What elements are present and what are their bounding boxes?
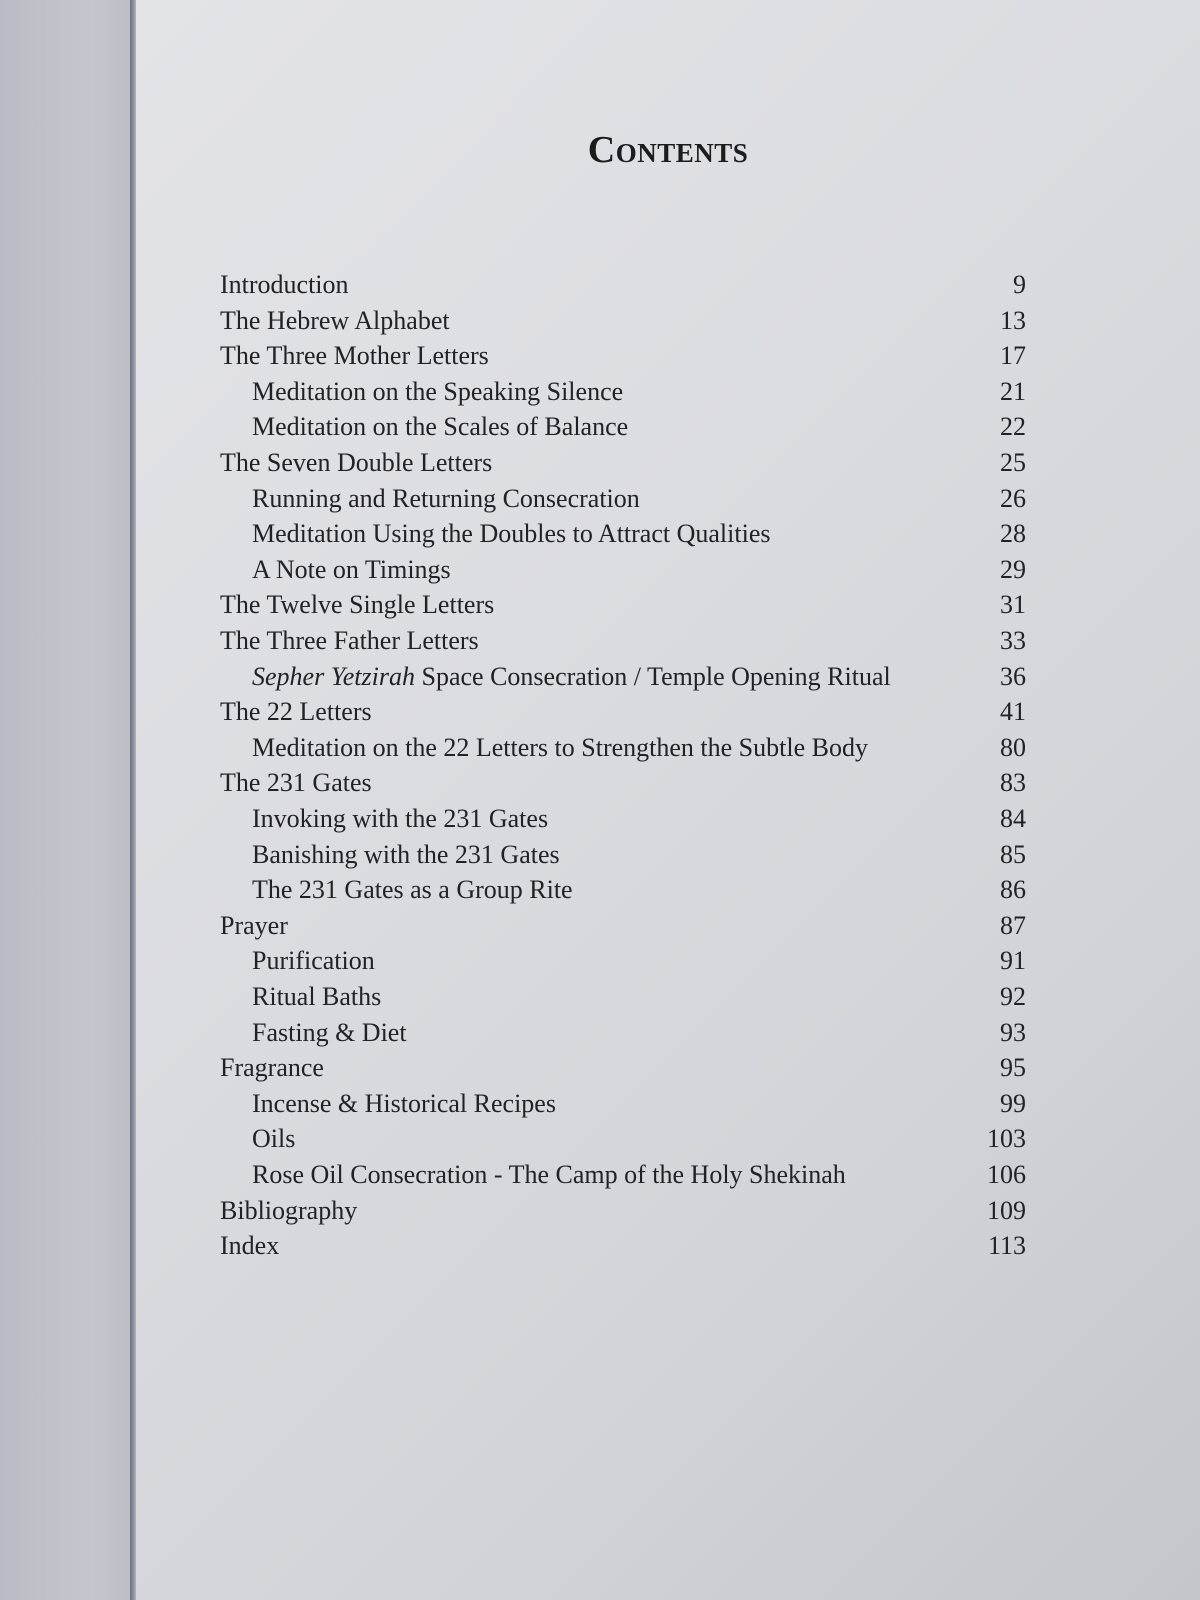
- toc-entry-title: [252, 519, 770, 549]
- toc-entry-title-text: Space Consecration / Temple Opening Ritual: [415, 661, 891, 691]
- toc-entry: [136, 982, 1200, 1018]
- toc-entry: [136, 448, 1200, 484]
- toc-entry-title: [252, 377, 623, 407]
- toc-entry-title-text: Meditation on the Scales of Balance: [252, 412, 629, 442]
- toc-entry: [136, 1053, 1200, 1089]
- toc-entry-title-text: Banishing with the 231 Gates: [252, 839, 560, 869]
- toc-entry-page-number: 95: [1000, 1053, 1026, 1083]
- toc-entry-title: [252, 875, 573, 905]
- toc-entry: [136, 1124, 1200, 1160]
- toc-entry-page-number: 33: [1000, 626, 1026, 655]
- toc-entry-title-text: Meditation Using the Doubles to Attract Qualities: [252, 519, 771, 549]
- toc-entry: [136, 377, 1200, 413]
- toc-entry-title-text: Bibliography: [220, 1195, 358, 1225]
- toc-entry-page-number: 9: [1013, 270, 1026, 299]
- toc-entry-title-text: Introduction: [220, 270, 349, 299]
- toc-entry: [136, 590, 1200, 626]
- toc-entry-title: [220, 697, 372, 727]
- toc-entry-title: [220, 448, 492, 478]
- toc-entry-page-number: 113: [987, 1231, 1026, 1261]
- toc-entry-page-number: 29: [1000, 554, 1026, 584]
- toc-entry-title-text: The Twelve Single Letters: [220, 590, 495, 620]
- toc-entry-page-number: 25: [1000, 448, 1026, 477]
- toc-entry-page-number: 21: [1000, 376, 1026, 406]
- toc-entry-title-text: Prayer: [220, 910, 288, 940]
- toc-entry: [136, 412, 1200, 448]
- toc-entry-page-number: 83: [1000, 768, 1026, 798]
- toc-entry-title: [220, 341, 489, 371]
- toc-entry: [136, 946, 1200, 982]
- toc-entry-title-text: The Seven Double Letters: [220, 448, 493, 477]
- toc-entry-title-text: The Three Father Letters: [220, 626, 479, 655]
- toc-entry-page-number: 22: [1000, 412, 1026, 442]
- toc-entry-page-number: 28: [1000, 519, 1026, 549]
- toc-entry-title: [220, 1196, 357, 1226]
- toc-entry: [136, 341, 1200, 377]
- toc-entry-title-text: Meditation on the Speaking Silence: [252, 376, 624, 406]
- toc-entry-page-number: 87: [1000, 910, 1026, 940]
- toc-entry-title-text: Incense & Historical Recipes: [252, 1088, 556, 1118]
- toc-entry: [136, 840, 1200, 876]
- toc-entry-page-number: 17: [1000, 341, 1026, 371]
- page-title: Contents: [587, 129, 749, 171]
- toc-entry-title: [220, 590, 494, 620]
- toc-entry-page-number: 99: [1000, 1088, 1026, 1118]
- toc-entry-page-number: 93: [1000, 1017, 1026, 1047]
- toc-entry-page-number: 92: [1000, 982, 1026, 1011]
- toc-entry: [136, 519, 1200, 555]
- toc-entry-italic-title: Sepher Yetzirah: [252, 661, 415, 691]
- toc-entry: [136, 626, 1200, 662]
- toc-entry: [136, 768, 1200, 804]
- toc-entry-title: [220, 911, 288, 941]
- toc-entry-title: [252, 946, 375, 976]
- toc-entry-title: [252, 555, 451, 585]
- toc-entry-title-text: The 231 Gates: [220, 768, 372, 798]
- toc-entry-title: [252, 840, 560, 870]
- toc-entry-title-text: Fragrance: [220, 1053, 324, 1083]
- toc-entry: [136, 1018, 1200, 1054]
- toc-entry: [136, 875, 1200, 911]
- toc-entry-title-text: Running and Returning Consecration: [252, 483, 640, 513]
- toc-entry: [136, 1160, 1200, 1196]
- toc-entry: [136, 1196, 1200, 1232]
- toc-entry-title: [252, 804, 548, 834]
- toc-entry-page-number: 86: [1000, 875, 1026, 905]
- toc-entry-page-number: 36: [1000, 661, 1026, 691]
- toc-entry-title-text: Invoking with the 231 Gates: [252, 804, 549, 833]
- toc-entry-title: [252, 982, 381, 1012]
- toc-entry-title: [220, 768, 372, 798]
- toc-entry-page-number: 91: [1000, 946, 1026, 976]
- toc-entry-title-text: Meditation on the 22 Letters to Strengthen the Subtle Body: [252, 732, 868, 762]
- toc-entry-title: [252, 412, 628, 442]
- toc-entry: [136, 911, 1200, 947]
- toc-entry: [136, 1089, 1200, 1125]
- toc-entry-page-number: 13: [1000, 305, 1026, 335]
- toc-entry-title: [252, 1018, 407, 1048]
- toc-entry-title-text: Fasting & Diet: [252, 1017, 407, 1047]
- toc-entry-title-text: Index: [220, 1231, 280, 1261]
- toc-entry-title-text: Purification: [252, 946, 375, 976]
- toc-entry: [136, 270, 1200, 306]
- toc-entry-title: [252, 484, 640, 514]
- toc-entry-title: [252, 1160, 846, 1190]
- toc-entry-title-text: Ritual Baths: [252, 982, 382, 1011]
- toc-entry-title: [252, 1089, 556, 1119]
- toc-entry-page-number: 109: [987, 1195, 1026, 1225]
- toc-entry-title: [220, 270, 349, 300]
- toc-entry: [136, 733, 1200, 769]
- toc-entry-page-number: 85: [1000, 839, 1026, 869]
- toc-entry-title-text: A Note on Timings: [252, 554, 451, 584]
- facing-page: [0, 0, 132, 1600]
- contents-page: [136, 0, 1200, 1600]
- table-of-contents: [136, 0, 1200, 1600]
- toc-entry-title: [252, 1124, 295, 1154]
- toc-entry: [136, 662, 1200, 698]
- toc-entry-title: [220, 626, 479, 656]
- toc-entry-page-number: 31: [1000, 590, 1026, 620]
- toc-entry-page-number: 106: [987, 1160, 1026, 1189]
- toc-entry-title: [220, 306, 450, 336]
- toc-entry-page-number: 103: [987, 1124, 1026, 1154]
- toc-entry-title: [252, 733, 868, 763]
- toc-entry-title: [220, 1231, 279, 1261]
- toc-entry: [136, 306, 1200, 342]
- toc-entry: [136, 804, 1200, 840]
- toc-entry-title-text: The 231 Gates as a Group Rite: [252, 875, 573, 905]
- toc-entry-title-text: The Hebrew Alphabet: [220, 305, 450, 335]
- toc-entry-title: [220, 1053, 324, 1083]
- toc-entry: [136, 697, 1200, 733]
- toc-entry-page-number: 80: [1000, 732, 1026, 762]
- toc-entry-title-text: The 22 Letters: [220, 697, 372, 727]
- toc-entry-title-text: Oils: [252, 1124, 296, 1154]
- toc-entry: [136, 1231, 1200, 1267]
- toc-entry-title: [252, 662, 891, 692]
- toc-entry: [136, 555, 1200, 591]
- toc-entry-page-number: 41: [1000, 697, 1026, 727]
- toc-entry: [136, 484, 1200, 520]
- toc-entry-page-number: 84: [1000, 804, 1026, 833]
- toc-entry-title-text: The Three Mother Letters: [220, 341, 489, 371]
- toc-entry-page-number: 26: [1000, 483, 1026, 513]
- toc-entry-title-text: Rose Oil Consecration - The Camp of the Holy Shekinah: [252, 1160, 846, 1189]
